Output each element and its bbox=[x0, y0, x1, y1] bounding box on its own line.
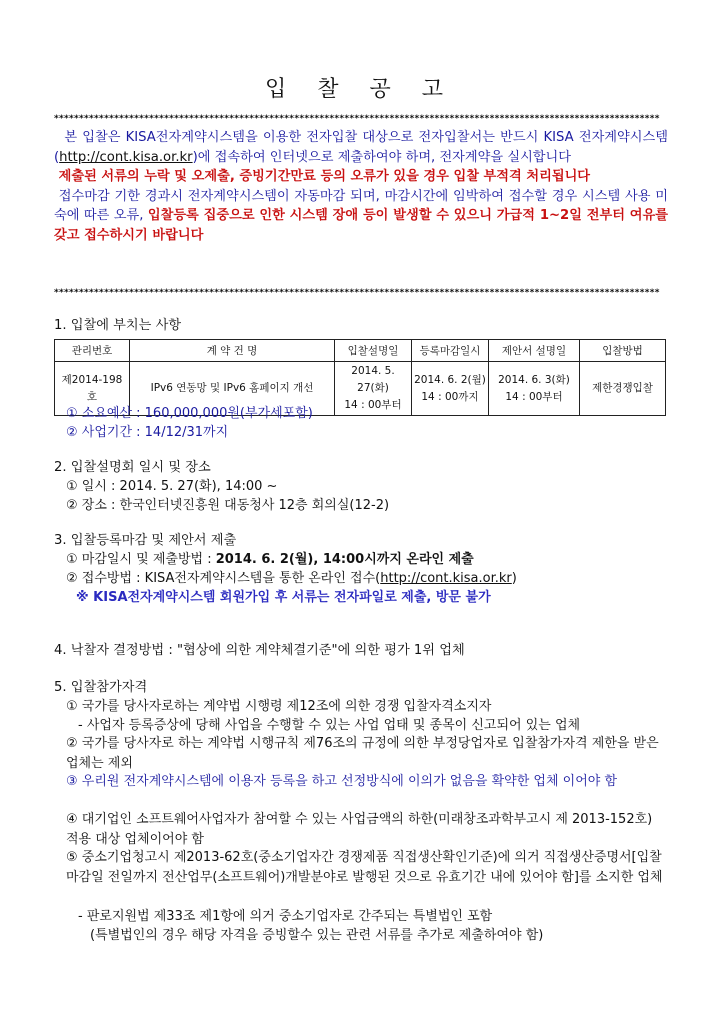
cell-brief-time: 14 : 00부터 bbox=[344, 399, 402, 411]
section-4-heading: 4. 낙찰자 결정방법 : "협상에 의한 계약체결기준"에 의한 평가 1위 업체 bbox=[54, 643, 465, 658]
deadline-line bbox=[66, 550, 474, 569]
qualification-5-sub1: - 판로지원법 제33조 제1항에 의거 중소기업자로 간주되는 특별법인 포함 bbox=[78, 909, 493, 924]
col-header-id: 관리번호 bbox=[55, 340, 130, 362]
qualification-5: ⑤ 중소기업청고시 제2013-62호(중소기업자간 경쟁제품 직접생산확인기준)에 의거 직접생산증명서[입찰마감일 전일까지 전산업무(소프트웨어)개발분야로 발행된 것으로 유효기간 내에 있어야 함]를 소지한 업체 bbox=[66, 850, 663, 885]
cell-brief bbox=[335, 362, 412, 416]
col-header-name: 계 약 건 명 bbox=[130, 340, 335, 362]
cell-prop bbox=[489, 362, 580, 416]
section-2-heading: 2. 입찰설명회 일시 및 장소 bbox=[54, 460, 211, 475]
briefing-date-line: ① 일시 : 2014. 5. 27(화), 14:00 ~ bbox=[66, 479, 278, 494]
cell-reg bbox=[412, 362, 489, 416]
intro-paragraph-3 bbox=[54, 187, 668, 246]
intro-notice bbox=[54, 128, 668, 245]
intro-p1-b: )에 접속하여 인터넷으로 제출하여야 하며, 전자계약을 실시합니다 bbox=[192, 149, 572, 165]
section-1-heading: 1. 입찰에 부치는 사항 bbox=[54, 318, 182, 333]
col-header-method: 입찰방법 bbox=[580, 340, 666, 362]
cell-brief-date: 2014. 5. 27(화) bbox=[351, 365, 395, 394]
briefing-place-line: ② 장소 : 한국인터넷진흥원 대동청사 12층 회의실(12-2) bbox=[66, 498, 390, 513]
cell-reg-date: 2014. 6. 2(월) bbox=[414, 373, 486, 386]
period-line: ② 사업기간 : 14/12/31까지 bbox=[66, 425, 229, 440]
intro-paragraph-2 bbox=[54, 167, 668, 187]
cell-method: 제한경쟁입찰 bbox=[580, 362, 666, 416]
cell-prop-date: 2014. 6. 3(화) bbox=[498, 373, 570, 386]
qualification-3: ③ 우리원 전자계약시스템에 이용자 등록을 하고 선정방식에 이의가 없음을 확약한 업체 이어야 함 bbox=[66, 774, 618, 789]
submission-method-a: ② 접수방법 : KISA전자계약시스템을 통한 온라인 접수( bbox=[66, 571, 381, 586]
page-title: 입 찰 공 고 bbox=[265, 77, 455, 102]
section-5-heading: 5. 입찰참가자격 bbox=[54, 680, 148, 695]
registration-note: ※ KISA전자계약시스템 회원가입 후 서류는 전자파일로 제출, 방문 불가 bbox=[76, 590, 491, 605]
cell-name: IPv6 연동망 및 IPv6 홈페이지 개선 bbox=[130, 362, 335, 416]
submission-method-line bbox=[66, 569, 517, 588]
section-3-heading: 3. 입찰등록마감 및 제안서 제출 bbox=[54, 533, 237, 548]
qualification-5-sub2: (특별법인의 경우 해당 자격을 증빙할수 있는 관련 서류를 추가로 제출하여야 함) bbox=[90, 928, 544, 943]
bid-table-header bbox=[55, 340, 666, 362]
col-header-prop: 제안서 설명일 bbox=[489, 340, 580, 362]
qualification-2: ② 국가를 당사자로 하는 계약법 시행규칙 제76조의 규정에 의한 부정당업자로 입찰참가자격 제한을 받은 업체는 제외 bbox=[66, 736, 659, 771]
intro-p3-a: 접수마감 기한 경과시 전자계약시스템이 자동마감 되며, 마감시간에 임박하여 접수할 경우 시스템 사용 미숙에 따른 오류, bbox=[54, 188, 668, 223]
intro-p2: 제출된 서류의 누락 및 오제출, 증빙기간만료 등의 오류가 있을 경우 입찰 부적격 처리됩니다 bbox=[58, 169, 591, 184]
intro-p3-b: 입찰등록 집중으로 인한 시스템 장애 등이 발생할 수 있으니 가급적 1~2일 전부터 여유를 갖고 접수하시기 바랍니다 bbox=[54, 208, 669, 243]
intro-paragraph-1 bbox=[54, 128, 668, 167]
qualification-1-sub: - 사업자 등록증상에 당해 사업을 수행할 수 있는 사업 업태 및 종목이 신고되어 있는 업체 bbox=[78, 718, 581, 733]
deadline-value: 2014. 6. 2(월), 14:00시까지 온라인 제출 bbox=[215, 552, 474, 567]
qualification-4: ④ 대기업인 소프트웨어사업자가 참여할 수 있는 사업금액의 하한(미래창조과학부고시 제 2013-152호) 적용 대상 업체이어야 함 bbox=[66, 812, 653, 847]
star-divider-top: ************************************************************************************************************************* bbox=[54, 114, 660, 124]
submission-url[interactable]: http://cont.kisa.or.kr bbox=[380, 571, 512, 586]
star-divider-bottom: ************************************************************************************************************************* bbox=[54, 288, 660, 298]
col-header-reg: 등록마감일시 bbox=[412, 340, 489, 362]
submission-method-b: ) bbox=[511, 571, 517, 586]
budget-line: ① 소요예산 : 160,000,000원(부가세포함) bbox=[66, 406, 313, 421]
col-header-brief: 입찰설명일 bbox=[335, 340, 412, 362]
intro-p1-a: 본 입찰은 KISA전자계약시스템을 이용한 전자입찰 대상으로 전자입찰서는 반드시 KISA 전자계약시스템( bbox=[54, 130, 668, 165]
deadline-label: ① 마감일시 및 제출방법 : bbox=[66, 552, 216, 567]
cell-id: 제2014-198호 bbox=[55, 362, 130, 416]
qualification-1: ① 국가를 당사자로하는 계약법 시행령 제12조에 의한 경쟁 입찰자격소지자 bbox=[66, 699, 492, 714]
intro-url[interactable]: http://cont.kisa.or.kr bbox=[59, 149, 193, 165]
cell-reg-time: 14 : 00까지 bbox=[421, 390, 479, 403]
cell-prop-time: 14 : 00부터 bbox=[505, 390, 563, 403]
